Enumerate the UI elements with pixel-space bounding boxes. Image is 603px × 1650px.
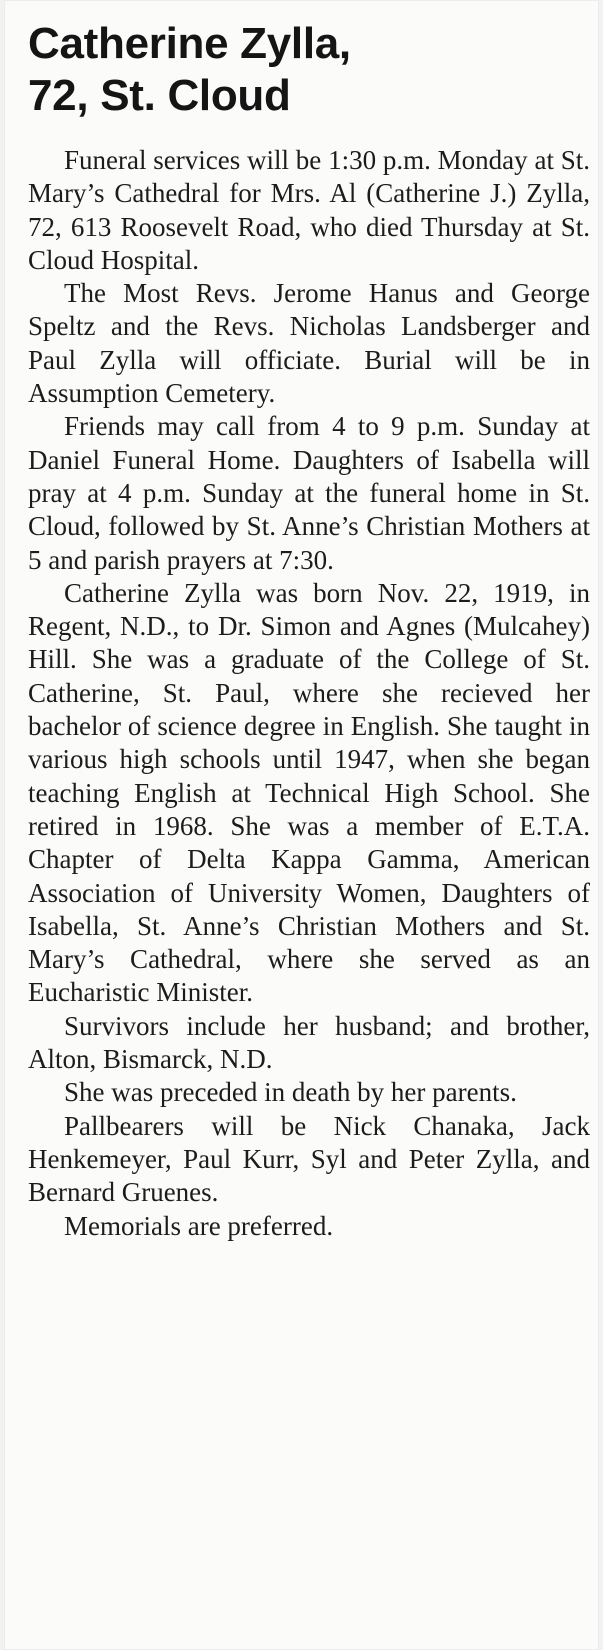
headline-line-2: 72, St. Cloud (28, 71, 291, 120)
headline (28, 18, 590, 122)
paragraph-pallbearers: Pallbearers will be Nick Chanaka, Jack Henkemeyer, Paul Kurr, Syl and Peter Zylla, and Bernard Gruenes. (28, 1110, 590, 1208)
paragraph-funeral-services: Funeral services will be 1:30 p.m. Monday at St. Mary’s Cathedral for Mrs. Al (Catherine J.) Zylla, 72, 613 Roosevelt Road, who died Thursday at St. Cloud Hospital. (28, 145, 590, 275)
headline-line-1: Catherine Zylla, (28, 19, 351, 68)
paragraph-survivors: Survivors include her husband; and brother, Alton, Bismarck, N.D. (28, 1010, 590, 1075)
paragraph-biography: Catherine Zylla was born Nov. 22, 1919, in Regent, N.D., to Dr. Simon and Agnes (Mulcahey) Hill. She was a graduate of the College of St. Catherine, St. Paul, where she recieved her bachelor of science degree in English. She taught in various high schools until 1947, when she began teaching English at Technical High School. She retired in 1968. She was a member of E.T.A. Chapter of Delta Kappa Gamma, American Association of University Women, Daughters of Isabella, St. Anne’s Christian Mothers and St. Mary’s Cathedral, where she served as an Eucharistic Minister. (28, 577, 590, 1008)
paragraph-officiants: The Most Revs. Jerome Hanus and George Speltz and the Revs. Nicholas Landsberger and Paul Zylla will officiate. Burial will be in Assumption Cemetery. (28, 278, 590, 409)
obituary-article (28, 18, 590, 1243)
paragraph-memorials: Memorials are preferred. (64, 1210, 334, 1241)
paragraph-preceded: She was preceded in death by her parents. (64, 1077, 517, 1108)
newspaper-clipping (4, 0, 599, 1650)
paragraph-visitation: Friends may call from 4 to 9 p.m. Sunday at Daniel Funeral Home. Daughters of Isabella will pray at 4 p.m. Sunday at the funeral home in St. Cloud, followed by St. Anne’s Christian Mothers at 5 and parish prayers at 7:30. (28, 411, 590, 575)
article-body (28, 144, 590, 1243)
